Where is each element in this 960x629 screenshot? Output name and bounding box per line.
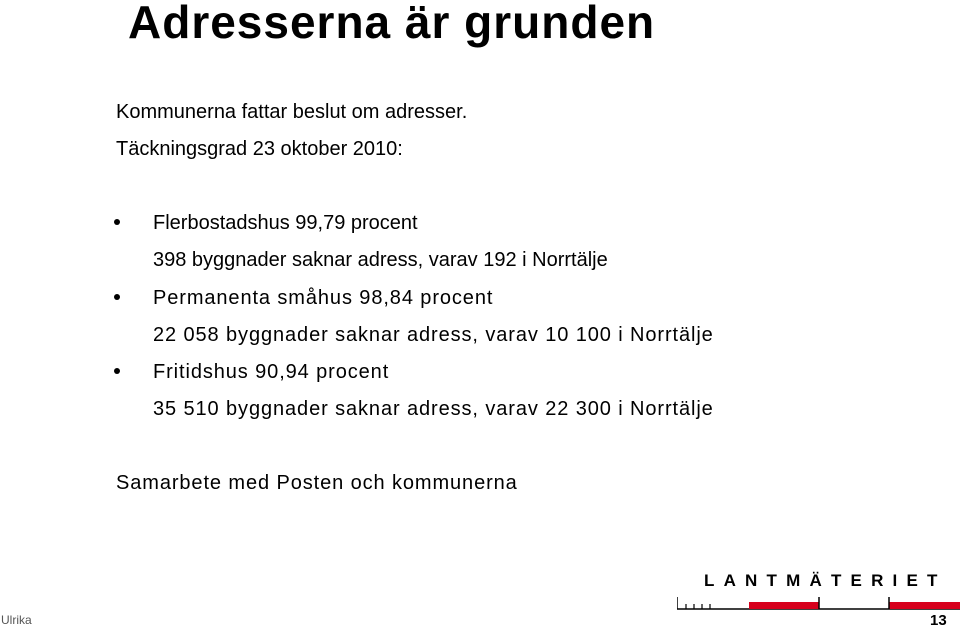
bullet-heading-permanenta-smahus: Permanenta småhus 98,84 procent	[153, 287, 494, 309]
bullet-heading-flerbostadshus: Flerbostadshus 99,79 procent	[153, 212, 418, 234]
bullet-icon	[114, 294, 120, 300]
slide-title: Adresserna är grunden	[128, 0, 656, 48]
bullet-icon	[114, 219, 120, 225]
lantmateriet-logo-text: LANTMÄTERIET	[704, 571, 947, 590]
bullet-detail-fritidshus: 35 510 byggnader saknar adress, varav 22 300 i Norrtälje	[153, 398, 714, 420]
bullet-heading-fritidshus: Fritidshus 90,94 procent	[153, 361, 390, 383]
footer-note: Samarbete med Posten och kommunerna	[116, 472, 518, 494]
intro-line-1: Kommunerna fattar beslut om adresser.	[116, 101, 468, 123]
bullet-detail-permanenta-smahus: 22 058 byggnader saknar adress, varav 10 100 i Norrtälje	[153, 324, 714, 346]
author-name: Ulrika	[1, 613, 32, 627]
intro-line-2: Täckningsgrad 23 oktober 2010:	[116, 138, 403, 160]
bullet-icon	[114, 368, 120, 374]
lantmateriet-logo-bar	[677, 596, 960, 610]
page-number: 13	[930, 612, 947, 629]
bullet-detail-flerbostadshus: 398 byggnader saknar adress, varav 192 i Norrtälje	[153, 249, 608, 271]
